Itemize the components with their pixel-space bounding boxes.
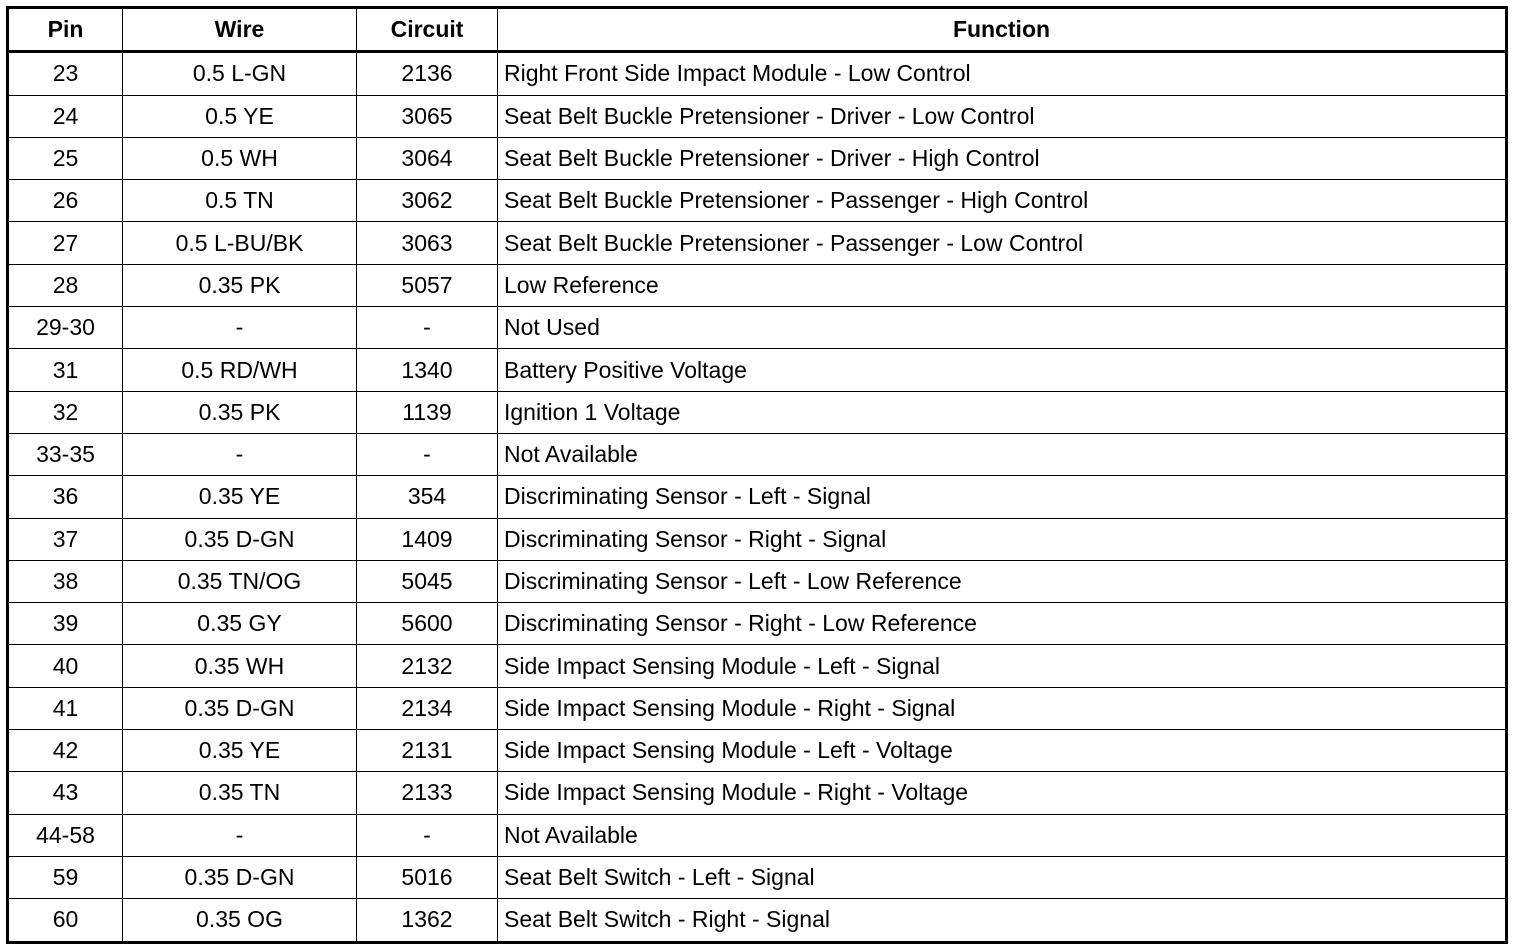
circuit-cell: 1362 [357, 899, 498, 942]
wire-cell: 0.35 D-GN [123, 687, 357, 729]
table-row [8, 899, 1507, 942]
table-row [8, 222, 1507, 264]
circuit-cell: 3064 [357, 137, 498, 179]
function-cell: Side Impact Sensing Module - Right - Signal [498, 687, 1507, 729]
wire-cell: 0.35 TN/OG [123, 560, 357, 602]
pin-cell: 27 [8, 222, 123, 264]
table-row [8, 137, 1507, 179]
pin-cell: 24 [8, 95, 123, 137]
table-row [8, 560, 1507, 602]
table-row [8, 433, 1507, 475]
table-row [8, 730, 1507, 772]
circuit-cell: 3065 [357, 95, 498, 137]
pin-cell: 60 [8, 899, 123, 942]
table-body [8, 52, 1507, 942]
function-cell: Side Impact Sensing Module - Left - Voltage [498, 730, 1507, 772]
table-row [8, 645, 1507, 687]
function-cell: Low Reference [498, 264, 1507, 306]
pin-cell: 23 [8, 52, 123, 95]
header-pin: Pin [8, 8, 123, 52]
table-row [8, 264, 1507, 306]
wire-cell: 0.5 YE [123, 95, 357, 137]
function-cell: Seat Belt Buckle Pretensioner - Driver - High Control [498, 137, 1507, 179]
pin-cell: 33-35 [8, 433, 123, 475]
pin-cell: 25 [8, 137, 123, 179]
function-cell: Not Used [498, 307, 1507, 349]
header-function: Function [498, 8, 1507, 52]
circuit-cell: 1139 [357, 391, 498, 433]
table-row [8, 772, 1507, 814]
function-cell: Not Available [498, 814, 1507, 856]
pin-cell: 32 [8, 391, 123, 433]
table-row [8, 52, 1507, 95]
pin-cell: 37 [8, 518, 123, 560]
header-circuit: Circuit [357, 8, 498, 52]
function-cell: Discriminating Sensor - Right - Signal [498, 518, 1507, 560]
table-row [8, 856, 1507, 898]
function-cell: Discriminating Sensor - Right - Low Reference [498, 603, 1507, 645]
circuit-cell: 5045 [357, 560, 498, 602]
wire-cell: 0.5 RD/WH [123, 349, 357, 391]
pin-cell: 44-58 [8, 814, 123, 856]
function-cell: Seat Belt Switch - Left - Signal [498, 856, 1507, 898]
circuit-cell: 2134 [357, 687, 498, 729]
circuit-cell: 3062 [357, 180, 498, 222]
wire-cell: 0.35 YE [123, 476, 357, 518]
circuit-cell: 3063 [357, 222, 498, 264]
circuit-cell: 5057 [357, 264, 498, 306]
table-row [8, 518, 1507, 560]
circuit-cell: - [357, 307, 498, 349]
wire-cell: 0.5 L-BU/BK [123, 222, 357, 264]
pin-cell: 41 [8, 687, 123, 729]
pin-cell: 36 [8, 476, 123, 518]
circuit-cell: 5600 [357, 603, 498, 645]
function-cell: Battery Positive Voltage [498, 349, 1507, 391]
function-cell: Seat Belt Switch - Right - Signal [498, 899, 1507, 942]
circuit-cell: 1409 [357, 518, 498, 560]
circuit-cell: 2133 [357, 772, 498, 814]
function-cell: Side Impact Sensing Module - Right - Voltage [498, 772, 1507, 814]
function-cell: Seat Belt Buckle Pretensioner - Passenger - Low Control [498, 222, 1507, 264]
pin-cell: 38 [8, 560, 123, 602]
table-row [8, 603, 1507, 645]
pin-cell: 28 [8, 264, 123, 306]
table-row [8, 476, 1507, 518]
table-header-row [8, 8, 1507, 52]
connector-pinout-table [6, 6, 1508, 944]
function-cell: Side Impact Sensing Module - Left - Signal [498, 645, 1507, 687]
wire-cell: - [123, 307, 357, 349]
wire-cell: - [123, 814, 357, 856]
pin-cell: 39 [8, 603, 123, 645]
wire-cell: 0.35 TN [123, 772, 357, 814]
function-cell: Ignition 1 Voltage [498, 391, 1507, 433]
wire-cell: 0.35 D-GN [123, 856, 357, 898]
wire-cell: 0.35 PK [123, 391, 357, 433]
pin-cell: 42 [8, 730, 123, 772]
wire-cell: - [123, 433, 357, 475]
wire-cell: 0.5 TN [123, 180, 357, 222]
wire-cell: 0.35 YE [123, 730, 357, 772]
table-row [8, 814, 1507, 856]
pin-cell: 43 [8, 772, 123, 814]
circuit-cell: - [357, 814, 498, 856]
function-cell: Not Available [498, 433, 1507, 475]
table-row [8, 180, 1507, 222]
circuit-cell: 354 [357, 476, 498, 518]
wire-cell: 0.35 WH [123, 645, 357, 687]
table-row [8, 95, 1507, 137]
function-cell: Discriminating Sensor - Left - Signal [498, 476, 1507, 518]
table-row [8, 687, 1507, 729]
circuit-cell: 2136 [357, 52, 498, 95]
pin-cell: 31 [8, 349, 123, 391]
circuit-cell: 1340 [357, 349, 498, 391]
wire-cell: 0.35 D-GN [123, 518, 357, 560]
header-wire: Wire [123, 8, 357, 52]
wire-cell: 0.5 WH [123, 137, 357, 179]
table-row [8, 307, 1507, 349]
function-cell: Seat Belt Buckle Pretensioner - Driver - Low Control [498, 95, 1507, 137]
circuit-cell: - [357, 433, 498, 475]
circuit-cell: 5016 [357, 856, 498, 898]
pin-cell: 29-30 [8, 307, 123, 349]
circuit-cell: 2132 [357, 645, 498, 687]
table-row [8, 349, 1507, 391]
circuit-cell: 2131 [357, 730, 498, 772]
wire-cell: 0.35 GY [123, 603, 357, 645]
function-cell: Discriminating Sensor - Left - Low Reference [498, 560, 1507, 602]
wire-cell: 0.35 PK [123, 264, 357, 306]
pin-cell: 26 [8, 180, 123, 222]
function-cell: Seat Belt Buckle Pretensioner - Passenger - High Control [498, 180, 1507, 222]
function-cell: Right Front Side Impact Module - Low Control [498, 52, 1507, 95]
pin-cell: 40 [8, 645, 123, 687]
pin-cell: 59 [8, 856, 123, 898]
wire-cell: 0.5 L-GN [123, 52, 357, 95]
table-row [8, 391, 1507, 433]
wire-cell: 0.35 OG [123, 899, 357, 942]
